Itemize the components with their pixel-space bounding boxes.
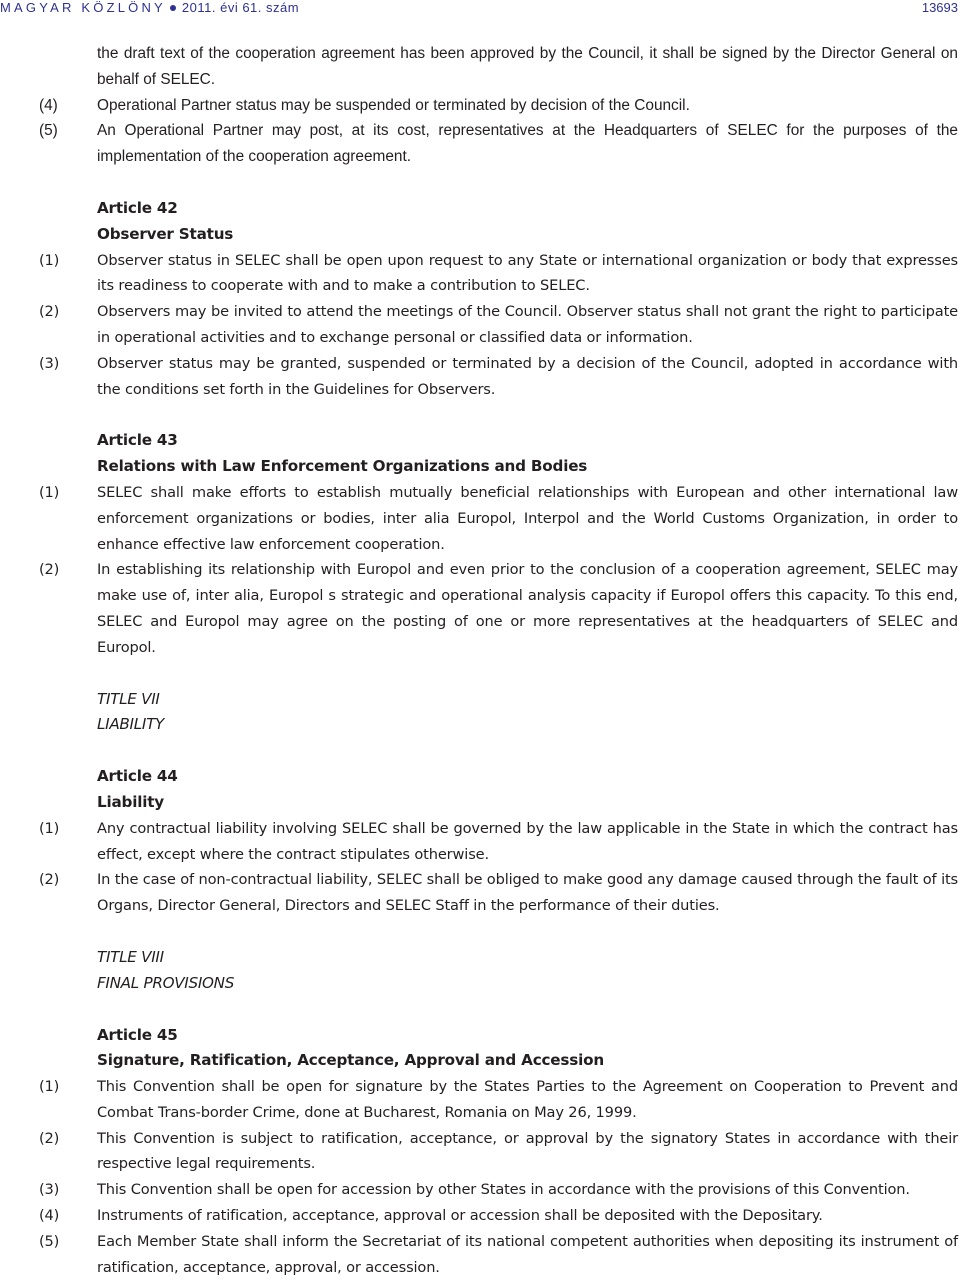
item-text: Any contractual liability involving SELEC shall be governed by the law applicable in the State in which the contract has effect, except where the contract stipulates otherwise. — [97, 820, 958, 863]
item-number: (1) — [39, 816, 59, 842]
article-number: Article 43 — [0, 428, 960, 454]
item-number: (2) — [39, 557, 59, 583]
item-text: In establishing its relationship with Europol and even prior to the conclusion of a cooperation agreement, SELEC may make use of, inter alia, Europol s strategic and operational analysis capacity if Europol offers this capacity. To this end, SELEC and Europol may agree on the posting of one or more representatives at the headquarters of SELEC and Europol. — [97, 561, 958, 655]
item-text: Observers may be invited to attend the meetings of the Council. Observer status shall not grant the right to participate in operational activities and to exchange personal or classified data or information. — [97, 303, 958, 346]
article-44 — [0, 764, 960, 919]
list-item — [0, 1177, 960, 1203]
page-number: 13693 — [922, 0, 958, 15]
item-number: (5) — [39, 118, 58, 144]
title-name: FINAL PROVISIONS — [0, 971, 960, 997]
list-item — [0, 1126, 960, 1178]
item-number: (1) — [39, 1074, 59, 1100]
list-item — [0, 351, 960, 403]
list-item — [0, 299, 960, 351]
title-number: TITLE VIII — [0, 945, 960, 971]
list-item — [0, 557, 960, 660]
item-number: (3) — [39, 1177, 59, 1203]
item-number: (1) — [39, 248, 59, 274]
item-text: An Operational Partner may post, at its cost, representatives at the Headquarters of SELEC for the purposes of the implementation of the cooperation agreement. — [97, 122, 958, 165]
list-item — [0, 816, 960, 868]
item-text: This Convention shall be open for signature by the States Parties to the Agreement on Cooperation to Prevent and Combat Trans-border Crime, done at Bucharest, Romania on May 26, 1999. — [97, 1078, 958, 1121]
item-text: This Convention is subject to ratification, acceptance, or approval by the signatory States in accordance with their respective legal requirements. — [97, 1130, 958, 1173]
article-title: Liability — [0, 790, 960, 816]
title-vii — [0, 687, 960, 739]
article-42 — [0, 196, 960, 402]
item-number: (5) — [39, 1229, 59, 1255]
list-item — [0, 867, 960, 919]
article-number: Article 45 — [0, 1023, 960, 1049]
issue-label: 2011. évi 61. szám — [182, 0, 299, 15]
item-number: (1) — [39, 480, 59, 506]
continued-paragraph — [0, 41, 960, 93]
running-head — [0, 0, 299, 15]
item-text: Instruments of ratification, acceptance, approval or accession shall be deposited with the Depositary. — [97, 1207, 823, 1224]
article-title: Observer Status — [0, 222, 960, 248]
list-item — [0, 93, 960, 119]
item-text: In the case of non-contractual liability, SELEC shall be obliged to make good any damage caused through the fault of its Organs, Director General, Directors and SELEC Staff in the performance of their duties. — [97, 871, 958, 914]
list-item — [0, 248, 960, 300]
title-number: TITLE VII — [0, 687, 960, 713]
article-title: Signature, Ratification, Acceptance, Approval and Accession — [0, 1048, 960, 1074]
list-item — [0, 1203, 960, 1229]
article-title: Relations with Law Enforcement Organizations and Bodies — [0, 454, 960, 480]
item-text: Observer status in SELEC shall be open upon request to any State or international organization or body that expresses its readiness to cooperate with and to make a contribution to SELEC. — [97, 252, 958, 295]
publication-name: MAGYAR KÖZLÖNY — [0, 0, 166, 15]
paragraph-text: the draft text of the cooperation agreement has been approved by the Council, it shall be signed by the Director General on behalf of SELEC. — [97, 45, 958, 88]
item-text: Operational Partner status may be suspended or terminated by decision of the Council. — [97, 97, 690, 114]
item-number: (3) — [39, 351, 59, 377]
item-number: (4) — [39, 1203, 59, 1229]
list-item — [0, 118, 960, 170]
page-header — [0, 0, 960, 22]
article-43 — [0, 428, 960, 660]
document-body — [0, 41, 960, 1280]
list-item — [0, 480, 960, 557]
item-number: (2) — [39, 867, 59, 893]
article-number: Article 44 — [0, 764, 960, 790]
list-item — [0, 1074, 960, 1126]
article-number: Article 42 — [0, 196, 960, 222]
article-45 — [0, 1023, 960, 1280]
item-number: (2) — [39, 299, 59, 325]
list-item — [0, 1229, 960, 1280]
item-text: Observer status may be granted, suspended or terminated by a decision of the Council, adopted in accordance with the conditions set forth in the Guidelines for Observers. — [97, 355, 958, 398]
bullet-separator — [170, 5, 176, 11]
item-text: This Convention shall be open for accession by other States in accordance with the provisions of this Convention. — [97, 1181, 910, 1198]
item-text: SELEC shall make efforts to establish mutually beneficial relationships with European and other international law enforcement organizations or bodies, inter alia Europol, Interpol and the World Customs Organization, in order to enhance effective law enforcement cooperation. — [97, 484, 958, 553]
item-number: (2) — [39, 1126, 59, 1152]
item-number: (4) — [39, 93, 58, 119]
item-text: Each Member State shall inform the Secretariat of its national competent authorities when depositing its instrument of ratification, acceptance, approval, or accession. — [97, 1233, 958, 1276]
title-name: LIABILITY — [0, 712, 960, 738]
intro-section — [0, 41, 960, 170]
title-viii — [0, 945, 960, 997]
